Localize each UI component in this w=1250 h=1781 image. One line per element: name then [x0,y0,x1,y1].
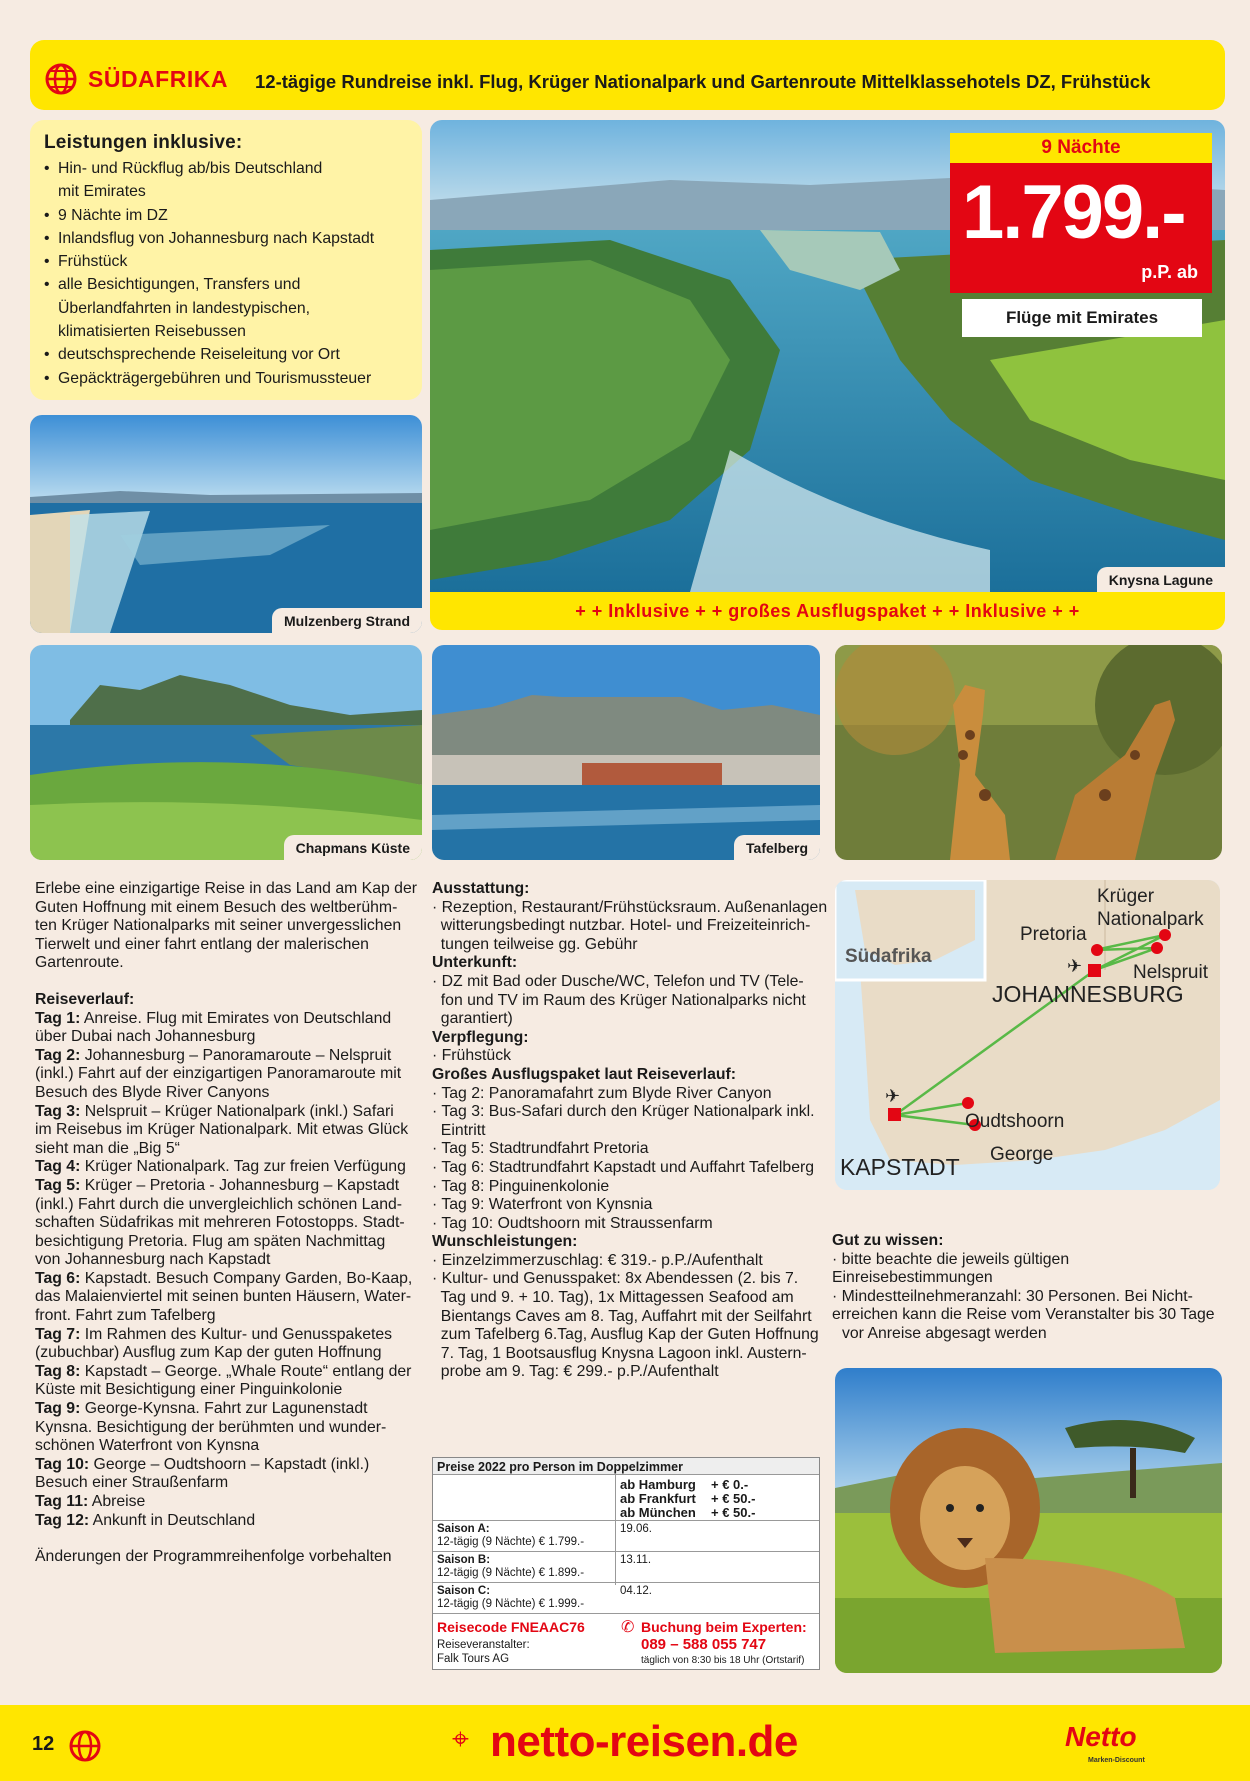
location-pin-icon: ⌖ [452,1723,469,1756]
trip-subtitle: 12-tägige Rundreise inkl. Flug, Krüger Nationalpark und Gartenroute Mittelklassehotels DZ, Frühstück [255,71,1151,92]
intro-line: Gartenroute. [35,954,124,972]
per-person-label: p.P. ab [1141,262,1198,282]
section-heading: Verpflegung: [432,1028,529,1046]
day-label: Tag 7: [35,1325,81,1343]
day-text: George-Kynsna. Fahrt zur Lagunenstadt [80,1400,368,1418]
map-label-nationalpark: Nationalpark [1097,909,1204,930]
table-row [433,1521,819,1552]
day-text: Krüger Nationalpark. Tag zur freien Verfügung [80,1158,406,1176]
day-text: Besuch des Blyde River Canyons [35,1083,270,1101]
detail-line: · DZ mit Bad oder Dusche/WC, Telefon und TV (Tele- [432,972,804,990]
muizenberg-photo [30,415,422,633]
list-item: • Hin- und Rückflug ab/bis Deutschland [44,157,408,180]
booking-hours: täglich von 8:30 bis 18 Uhr (Ortstarif) [641,1655,805,1666]
table-row [433,1475,819,1521]
table-row [433,1552,819,1583]
table-header-row [433,1458,819,1475]
giraffe-photo [835,645,1222,860]
itinerary-line [35,1233,420,1252]
itinerary-line [35,1140,420,1159]
footer [0,1705,1250,1781]
day-text: Abreise [88,1493,146,1510]
itinerary-line [35,1363,420,1382]
day-text: Krüger – Pretoria - Johannesburg – Kapstadt [80,1176,400,1194]
brand-tagline: Marken-Discount [1088,1757,1145,1764]
detail-line: · Einzelzimmerzuschlag: € 319.- p.P./Aufenthalt [432,1251,763,1269]
detail-line: · Kultur- und Genusspaket: 8x Abendessen (2. bis 7. [432,1270,799,1288]
map-label-kruger: Krüger [1097,886,1155,907]
detail-line: · Rezeption, Restaurant/Frühstücksraum. Außenanlagen [432,898,828,916]
airport-surcharge: + € 50.- [711,1491,756,1506]
day-text: (inkl.) Fahrt durch die unvergleichlich schönen Land- [35,1195,403,1213]
map-label-oudtshoorn: Oudtshoorn [965,1111,1065,1132]
day-text: Johannesburg – Panoramaroute – Nelspruit [80,1046,392,1064]
airport-name: ab München [620,1505,696,1520]
price-box [950,163,1212,293]
detail-line: · Tag 3: Bus-Safari durch den Krüger Nationalpark inkl. [432,1103,815,1121]
list-item: Überlandfahrten in landestypischen, [58,299,311,317]
day-text: Kynsna. Besichtigung der berühmten und wunder- [35,1418,387,1436]
day-label: Tag 5: [35,1176,81,1194]
intro-line: Erlebe eine einzigartige Reise in das Land am Kap der [35,880,417,897]
list-item: klimatisierten Reisebussen [58,323,246,341]
photo-caption: Knysna Lagune [1097,567,1225,592]
detail-line: Bientangs Caves am 8. Tag, Auffahrt mit der Seilfahrt [432,1307,812,1325]
table-title: Preise 2022 pro Person im Doppelzimmer [437,1460,683,1474]
intro-line: Tierwelt und einer fahrt entlang der malerischen [35,935,369,953]
itinerary-line [35,1121,420,1140]
flights-label: Flüge mit Emirates [962,299,1202,337]
airport-name: ab Hamburg [620,1477,696,1492]
list-item: • Inlandsflug von Johannesburg nach Kapstadt [44,227,408,250]
table-row [433,1583,819,1614]
detail-line: probe am 9. Tag: € 299.- p.P./Aufenthalt [432,1363,719,1381]
itinerary-line [35,1437,420,1456]
season-desc: 12-tägig (9 Nächte) € 1.899.- [437,1567,585,1579]
itinerary-line [35,1474,420,1493]
itinerary-line [35,1381,420,1400]
day-text: Besuch einer Straußenfarm [35,1474,229,1492]
itinerary-line [35,1512,420,1531]
day-text: Nelspruit – Krüger Nationalpark (inkl.) Safari [80,1102,394,1120]
day-text: (zubuchbar) Ausflug zum Kap der guten Hoffnung [35,1344,382,1362]
itinerary-line [35,1065,420,1084]
day-text: (inkl.) Fahrt auf der einzigartigen Panoramaroute mit [35,1065,402,1083]
brand-logo: Netto [1065,1721,1137,1752]
day-text: Küste mit Besichtigung einer Pinguinkolonie [35,1381,343,1399]
itinerary-line [35,1028,420,1047]
good-to-know-line: · Mindestteilnehmeranzahl: 30 Personen. Bei Nicht- [832,1287,1193,1305]
season-date: 13.11. [620,1554,652,1566]
price-tag [950,133,1212,337]
tafelberg-photo [432,645,820,860]
travel-code: Reisecode FNEAAC76 [437,1619,585,1635]
details-column [432,880,827,1382]
day-label: Tag 11: [35,1493,89,1510]
day-text: über Dubai nach Johannesburg [35,1028,256,1046]
list-item: • deutschsprechende Reiseleitung vor Ort [44,343,408,366]
itinerary-lines [35,1010,420,1531]
map-label-george: George [990,1144,1054,1165]
intro-line: Guten Hoffnung mit einem Besuch des weltberühm- [35,898,398,916]
nights-label: 9 Nächte [950,133,1212,163]
detail-line: · Tag 5: Stadtrundfahrt Pretoria [432,1140,649,1158]
itinerary-line [35,1400,420,1419]
inclusive-strip: + + Inklusive + + großes Ausflugspaket + + Inklusive + + [430,592,1225,630]
photo-caption: Tafelberg [734,835,820,860]
inclusions-title: Leistungen inklusive: [44,132,243,153]
itinerary-line [35,1326,420,1345]
map-label-kapstadt: KAPSTADT [840,1154,960,1180]
day-text: Kapstadt. Besuch Company Garden, Bo-Kaap, [80,1269,413,1287]
header-banner [30,40,1225,110]
price-value: 1.799.- [962,170,1185,255]
day-label: Tag 9: [35,1400,81,1418]
photo-caption: Mulzenberg Strand [272,608,422,633]
day-text: Anreise. Flug mit Emirates von Deutschland [80,1009,392,1027]
airport-name: ab Frankfurt [620,1491,696,1506]
itinerary-title: Reiseverlauf: [35,990,135,1008]
detail-line: 7. Tag, 1 Bootsausflug Knysna Lagoon inkl. Austern- [432,1344,807,1362]
page-number: 12 [32,1733,55,1755]
good-to-know [832,1232,1227,1344]
itinerary-line [35,1288,420,1307]
map-label-pretoria: Pretoria [1020,924,1087,945]
itinerary-column [35,880,420,1567]
plane-icon: ✈ [1067,956,1083,976]
season-name: Saison C: [437,1585,491,1597]
day-text: von Johannesburg nach Kapstadt [35,1251,271,1269]
section-heading: Ausstattung: [432,880,530,897]
list-item: mit Emirates [58,183,146,201]
season-name: Saison B: [437,1554,491,1566]
day-label: Tag 8: [35,1362,81,1380]
good-to-know-line: · bitte beachte die jeweils gültigen Einreisebestimmungen [832,1250,1070,1287]
day-label: Tag 4: [35,1158,81,1176]
globe-icon [68,1729,102,1763]
itinerary-line [35,1010,420,1029]
detail-line: · Tag 2: Panoramafahrt zum Blyde River Canyon [432,1084,772,1102]
detail-line: · Tag 10: Oudtshoorn mit Straussenfarm [432,1214,713,1232]
country-title: SÜDAFRIKA [88,66,228,92]
chapmans-photo [30,645,422,860]
airport-surcharge: + € 50.- [711,1505,756,1520]
itinerary-line [35,1196,420,1215]
day-text: schaften Südafrikas mit mehreren Fotostopps. Stadt- [35,1214,405,1232]
season-desc: 12-tägig (9 Nächte) € 1.999.- [437,1598,585,1610]
detail-line: tungen teilweise gg. Gebühr [432,935,638,953]
photo-caption: Chapmans Küste [284,835,422,860]
map-label-johannesburg: JOHANNESBURG [992,981,1184,1007]
detail-line: · Tag 8: Pinguinenkolonie [432,1177,610,1195]
season-desc: 12-tägig (9 Nächte) € 1.799.- [437,1536,585,1548]
list-item: • 9 Nächte im DZ [44,204,408,227]
section-heading: Wunschleistungen: [432,1233,578,1251]
season-date: 04.12. [620,1585,652,1597]
lion-photo [835,1368,1222,1673]
detail-line: fon und TV im Raum des Krüger Nationalparks nicht [432,991,806,1009]
season-name: Saison A: [437,1523,490,1535]
map-label-country: Südafrika [845,946,932,967]
booking-phone: 089 – 588 055 747 [641,1636,767,1653]
detail-line: · Frühstück [432,1047,511,1065]
booking-label: Buchung beim Experten: [641,1619,807,1635]
globe-icon [44,62,78,96]
airport-surcharge: + € 0.- [711,1477,749,1492]
itinerary-line [35,1158,420,1177]
map-label-nelspruit: Nelspruit [1133,962,1208,983]
booking-row [433,1614,819,1670]
day-text: Ankunft in Deutschland [89,1511,256,1529]
day-label: Tag 10: [35,1455,90,1473]
detail-line: · Tag 9: Waterfront von Kynsnia [432,1196,653,1214]
operator-label: Reiseveranstalter: [437,1639,530,1651]
day-label: Tag 2: [35,1046,81,1064]
detail-line: Tag und 9. + 10. Tag), 1x Mittagessen Seafood am [432,1289,794,1307]
good-to-know-line: erreichen kann die Reise vom Veranstalter bis 30 Tage [832,1306,1215,1324]
itinerary-line [35,1493,420,1512]
itinerary-line [35,1419,420,1438]
good-to-know-line: vor Anreise abgesagt werden [842,1324,1047,1342]
operator-name: Falk Tours AG [437,1653,510,1665]
itinerary-line [35,1084,420,1103]
price-table [432,1457,820,1670]
section-heading: Großes Ausflugspaket laut Reiseverlauf: [432,1065,737,1083]
inclusions-list [44,157,408,390]
intro-line: ten Krüger Nationalparks mit seiner unvergesslichen [35,917,402,935]
day-label: Tag 12: [35,1511,90,1529]
inclusions-box [30,120,422,400]
day-text: Kapstadt – George. „Whale Route“ entlang der [80,1362,412,1380]
itinerary-note: Änderungen der Programmreihenfolge vorbehalten [35,1548,392,1566]
day-label: Tag 1: [35,1009,81,1027]
good-to-know-title: Gut zu wissen: [832,1232,944,1249]
day-text: schönen Waterfront von Kynsna [35,1437,260,1455]
detail-line: Eintritt [432,1121,486,1139]
route-map [835,880,1220,1190]
day-label: Tag 6: [35,1269,81,1287]
itinerary-line [35,1177,420,1196]
itinerary-line [35,1103,420,1122]
itinerary-line [35,1307,420,1326]
itinerary-line [35,1214,420,1233]
day-text: sieht man die „Big 5“ [35,1139,180,1157]
phone-icon: ✆ [621,1619,635,1636]
itinerary-line [35,1456,420,1475]
detail-line: zum Tafelberg 6.Tag, Ausflug Kap der Guten Hoffnung [432,1326,819,1344]
itinerary-line [35,1047,420,1066]
day-text: besichtigung Pretoria. Flug am späten Nachmittag [35,1232,386,1250]
website-link[interactable]: netto-reisen.de [490,1717,798,1766]
day-label: Tag 3: [35,1102,81,1120]
itinerary-line [35,1251,420,1270]
section-heading: Unterkunft: [432,954,518,972]
day-text: Im Rahmen des Kultur- und Genusspaketes [80,1325,393,1343]
day-text: George – Oudtshoorn – Kapstadt (inkl.) [89,1455,370,1473]
day-text: front. Fahrt zum Tafelberg [35,1307,216,1325]
itinerary-line [35,1344,420,1363]
day-text: das Malaienviertel mit seinen bunten Häusern, Water- [35,1288,412,1306]
day-text: im Reisebus im Krüger Nationalpark. Mit etwas Glück [35,1121,409,1139]
itinerary-line [35,1270,420,1289]
season-date: 19.06. [620,1523,652,1535]
plane-icon: ✈ [885,1086,901,1106]
list-item: • alle Besichtigungen, Transfers und [44,273,408,296]
detail-line: · Tag 6: Stadtrundfahrt Kapstadt und Auffahrt Tafelberg [432,1158,815,1176]
detail-line: garantiert) [432,1010,513,1028]
detail-line: witterungsbedingt nutzbar. Hotel- und Freizeiteinrich- [432,917,811,935]
list-item: • Gepäckträgergebühren und Tourismussteuer [44,367,408,390]
list-item: • Frühstück [44,250,408,273]
